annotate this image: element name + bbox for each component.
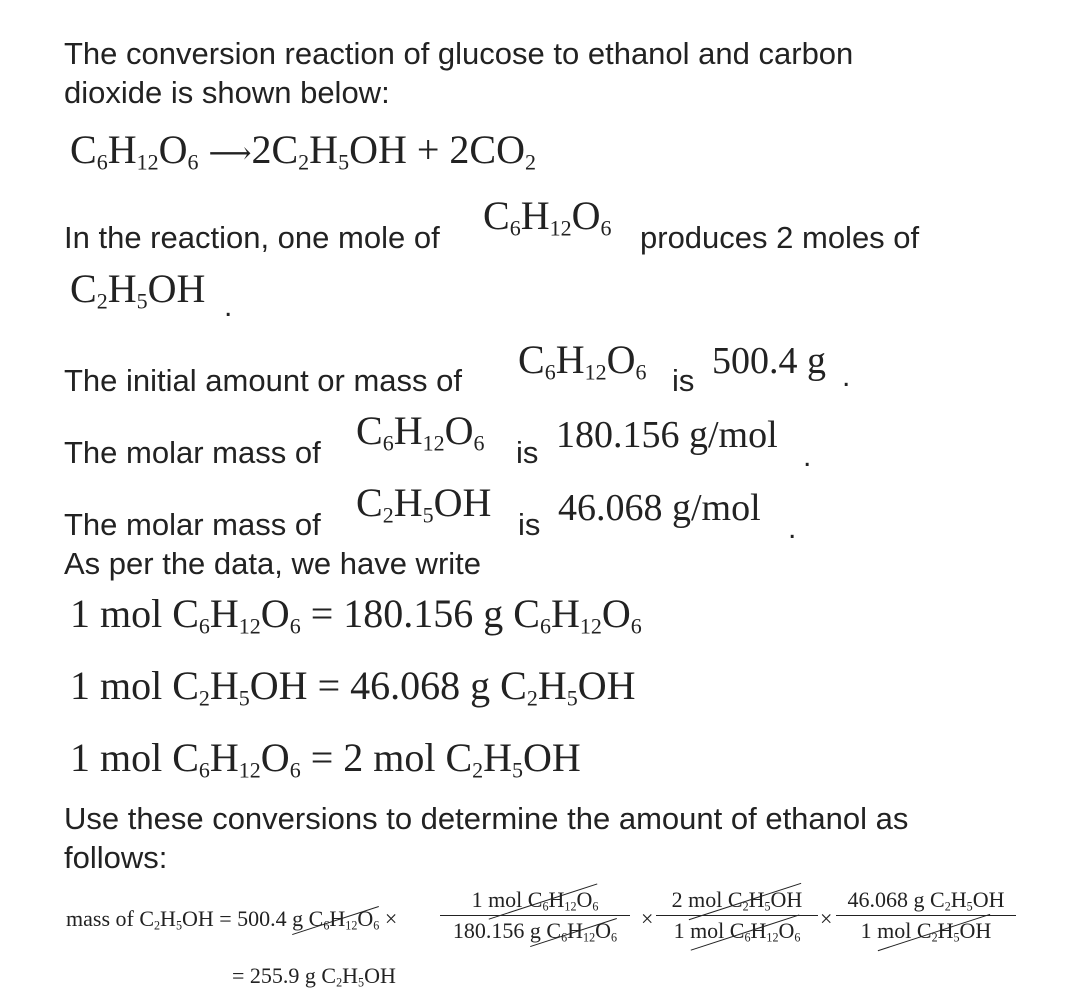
mole-statement-suffix: produces 2 moles of bbox=[640, 220, 920, 255]
molar-mass-ethanol-period: . bbox=[788, 512, 797, 545]
intro-line-2: dioxide is shown below: bbox=[64, 75, 390, 110]
use-these-line-2: follows: bbox=[64, 840, 168, 875]
ethanol-period: . bbox=[224, 290, 233, 323]
molar-mass-ethanol-value: 46.068 g/mol bbox=[558, 487, 761, 529]
times-sign-2: × bbox=[820, 906, 833, 931]
glucose-formula: $C_6H_{12}O_6$ bbox=[518, 337, 647, 385]
molar-mass-glucose-is: is bbox=[516, 435, 539, 470]
ethanol-formula: $C_2H_5OH$ bbox=[356, 480, 492, 528]
molar-mass-ethanol-is: is bbox=[518, 507, 541, 542]
conversion-2: 1 mol $C_2H_5OH = 46.068$ g $C_2H_5OH$ bbox=[70, 663, 636, 711]
cancelled-unit: g $C_6H_{12}O_6$ bbox=[292, 906, 380, 933]
initial-mass-is: is bbox=[672, 363, 695, 398]
fraction-3-denominator: 1 mol $C_2H_5OH$ bbox=[860, 918, 992, 945]
molar-mass-glucose-period: . bbox=[803, 440, 812, 473]
times-sign-1: × bbox=[641, 906, 654, 931]
fraction-3-numerator: 46.068 g $C_2H_5OH$ bbox=[836, 887, 1016, 916]
use-these-line-1: Use these conversions to determine the amount of ethanol as bbox=[64, 801, 909, 836]
glucose-formula: $C_6H_{12}O_6$ bbox=[356, 408, 485, 456]
ethanol-formula: $C_2H_5OH$ bbox=[70, 266, 206, 314]
cancelled-unit: mol $C_6H_{12}O_6$ bbox=[488, 887, 599, 914]
cancelled-unit: mol $C_2H_5OH$ bbox=[877, 918, 992, 945]
glucose-formula: $C_6H_{12}O_6$ bbox=[483, 193, 612, 241]
cancelled-unit: mol $C_2H_5OH$ bbox=[688, 887, 803, 914]
cancelled-unit: mol $C_6H_{12}O_6$ bbox=[690, 918, 801, 945]
fraction-1-numerator: 1 mol $C_6H_{12}O_6$ bbox=[440, 887, 630, 916]
initial-mass-period: . bbox=[842, 360, 851, 393]
fraction-2-numerator: 2 mol $C_2H_5OH$ bbox=[656, 887, 818, 916]
initial-mass-value: 500.4 g bbox=[712, 340, 826, 382]
fraction-2 bbox=[656, 887, 818, 944]
fraction-2-denominator: 1 mol $C_6H_{12}O_6$ bbox=[673, 918, 801, 945]
products-formula: $2C_2H_5OH + 2CO_2$ bbox=[251, 127, 536, 175]
as-per-text: As per the data, we have write bbox=[64, 546, 482, 581]
reaction-arrow: ⟶ bbox=[208, 137, 252, 170]
fraction-1 bbox=[440, 887, 630, 944]
initial-mass-prefix: The initial amount or mass of bbox=[64, 363, 463, 398]
calc-lhs: mass of $C_2H_5OH = 500.4$ g $C_6H_{12}O_6$ × bbox=[66, 906, 398, 933]
conversion-3: 1 mol $C_6H_{12}O_6 = 2$ mol $C_2H_5OH$ bbox=[70, 735, 581, 783]
molar-mass-glucose-value: 180.156 g/mol bbox=[556, 414, 778, 456]
reactant-formula: $C_6H_{12}O_6$ bbox=[70, 127, 199, 175]
cancelled-unit: g $C_6H_{12}O_6$ bbox=[529, 918, 618, 945]
fraction-1-denominator: 180.156 g $C_6H_{12}O_6$ bbox=[452, 918, 618, 945]
mole-statement-prefix: In the reaction, one mole of bbox=[64, 220, 440, 255]
molar-mass-ethanol-prefix: The molar mass of bbox=[64, 507, 321, 542]
molar-mass-glucose-prefix: The molar mass of bbox=[64, 435, 321, 470]
calc-result: = 255.9 g $C_2H_5OH$ bbox=[232, 963, 396, 990]
fraction-3 bbox=[836, 887, 1016, 944]
reaction-equation bbox=[70, 126, 536, 173]
conversion-1: 1 mol $C_6H_{12}O_6 = 180.156$ g $C_6H_{12}O_6$ bbox=[70, 591, 642, 639]
intro-line-1: The conversion reaction of glucose to ethanol and carbon bbox=[64, 36, 854, 71]
